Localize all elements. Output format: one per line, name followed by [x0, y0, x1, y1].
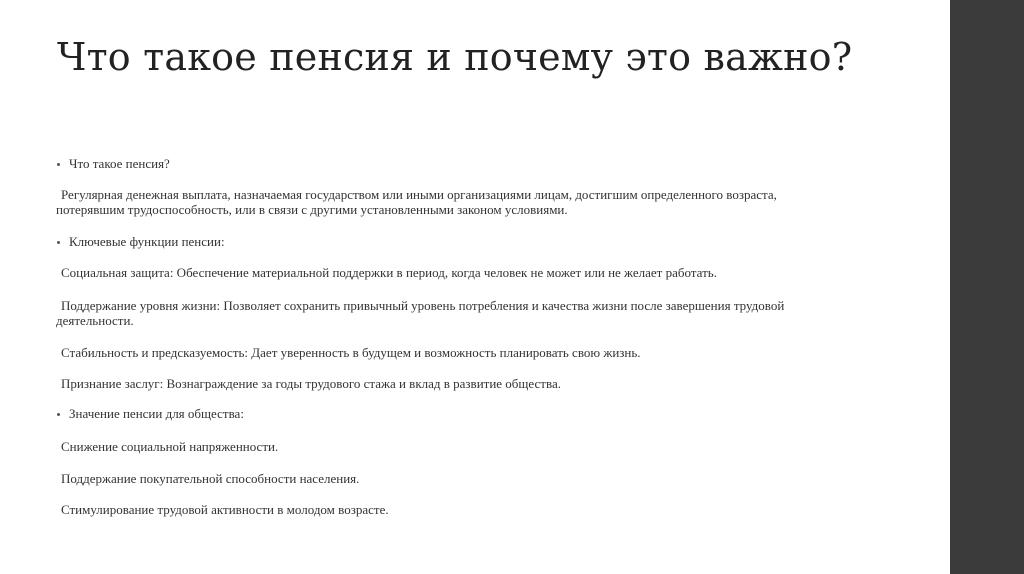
- paragraph-labor-activity: Стимулирование трудовой активности в молодом возрасте.: [61, 502, 389, 517]
- paragraph-pension-definition: Регулярная денежная выплата, назначаемая государством или иными организациями лицам, достигшим определенного возраста, потерявшим трудоспособность, или в связи с другими установленными законом условиями.: [56, 187, 777, 217]
- bullet-key-functions: Ключевые функции пенсии:: [56, 234, 869, 250]
- paragraph-social-tension: Снижение социальной напряженности.: [61, 439, 279, 454]
- bullet-what-is-pension: Что такое пенсия?: [56, 156, 869, 172]
- side-panel: [950, 0, 1024, 574]
- bullet-society-value: Значение пенсии для общества:: [56, 406, 869, 422]
- paragraph-social-protection: Социальная защита: Обеспечение материальной поддержки в период, когда человек не может или не желает работать.: [61, 265, 717, 280]
- paragraph-stability: Стабильность и предсказуемость: Дает уверенность в будущем и возможность планировать свою жизнь.: [61, 345, 641, 360]
- paragraph-living-standard: Поддержание уровня жизни: Позволяет сохранить привычный уровень потребления и качества жизни после завершения трудовой деятельности.: [56, 298, 785, 328]
- paragraph-purchasing-power: Поддержание покупательной способности населения.: [61, 471, 360, 486]
- paragraph-recognition: Признание заслуг: Вознаграждение за годы трудового стажа и вклад в развитие общества.: [61, 376, 561, 391]
- slide-title: Что такое пенсия и почему это важно?: [57, 35, 853, 79]
